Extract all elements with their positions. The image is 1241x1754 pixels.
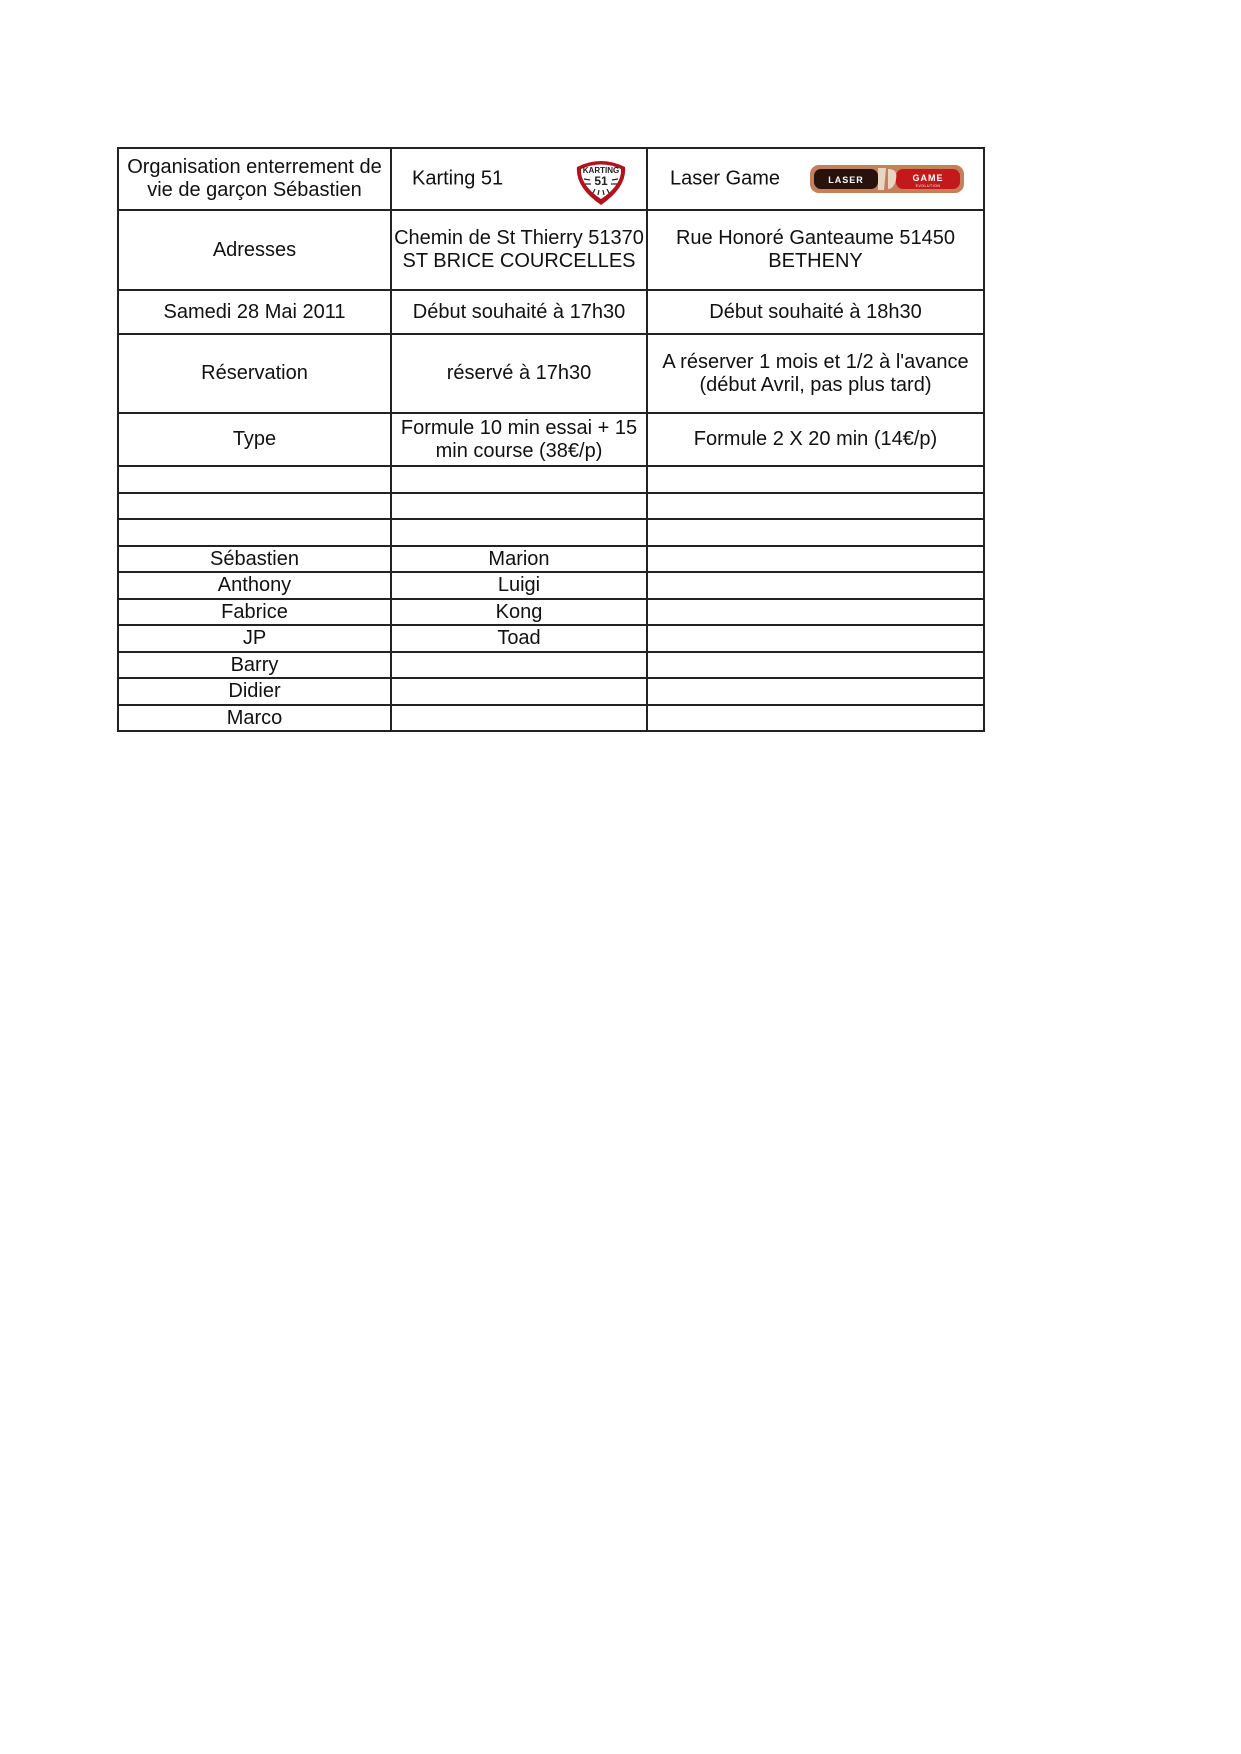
participant-extra [647,599,984,626]
participant-extra [647,546,984,573]
empty-row [118,466,984,493]
table-row-reservation [118,334,984,413]
participant-name: Sébastien [118,546,391,573]
participant-row [118,599,984,626]
participant-extra [647,705,984,732]
participant-name: Barry [118,652,391,679]
row-label: Adresses [118,210,391,290]
laser-game-label: Laser Game [670,167,781,190]
laser-game-header-cell [647,148,984,210]
row-label: Type [118,413,391,466]
svg-text:KARTING: KARTING [582,166,620,175]
karting-51-logo-icon [573,157,629,207]
empty-cell [391,466,647,493]
planning-table [117,147,985,732]
laser-game-start-time: Début souhaité à 18h30 [647,290,984,334]
participant-row [118,678,984,705]
laser-game-formula: Formule 2 X 20 min (14€/p) [647,413,984,466]
participant-row [118,652,984,679]
table-row-date [118,290,984,334]
karting-formula: Formule 10 min essai + 15 min course (38€/p) [391,413,647,466]
empty-row [118,519,984,546]
participant-extra [647,625,984,652]
empty-cell [647,493,984,520]
participant-extra [647,652,984,679]
participant-extra [647,678,984,705]
empty-row [118,493,984,520]
row-label: Réservation [118,334,391,413]
svg-text:EVOLUTION: EVOLUTION [915,184,941,188]
laser-game-reservation: A réserver 1 mois et 1/2 à l'avance (début Avril, pas plus tard) [647,334,984,413]
karting-reservation: réservé à 17h30 [391,334,647,413]
karting-label: Karting 51 [412,167,504,190]
laser-game-evolution-logo-icon [808,161,966,197]
participant-row [118,625,984,652]
empty-cell [647,519,984,546]
karting-start-time: Début souhaité à 17h30 [391,290,647,334]
event-title: Organisation enterrement de vie de garçon Sébastien [127,156,382,201]
participant-name: Didier [118,678,391,705]
table-row-addresses [118,210,984,290]
participant-name: JP [118,625,391,652]
karting-address: Chemin de St Thierry 51370 ST BRICE COURCELLES [391,210,647,290]
empty-cell [391,493,647,520]
participant-nickname: Marion [391,546,647,573]
participant-extra [647,572,984,599]
participant-name: Fabrice [118,599,391,626]
empty-cell [118,466,391,493]
header-row [118,148,984,210]
svg-text:51: 51 [594,174,608,188]
svg-text:LASER: LASER [828,175,864,185]
participant-row [118,572,984,599]
karting-header-cell [391,148,647,210]
empty-cell [118,519,391,546]
participant-row [118,705,984,732]
participant-nickname: Toad [391,625,647,652]
svg-text:GAME: GAME [912,173,944,183]
row-label: Samedi 28 Mai 2011 [118,290,391,334]
participant-name: Marco [118,705,391,732]
participant-nickname: Kong [391,599,647,626]
table-row-type [118,413,984,466]
participant-nickname [391,678,647,705]
empty-cell [647,466,984,493]
laser-game-address: Rue Honoré Ganteaume 51450 BETHENY [647,210,984,290]
event-title-cell [118,148,391,210]
empty-cell [118,493,391,520]
participant-nickname [391,705,647,732]
participant-name: Anthony [118,572,391,599]
empty-cell [391,519,647,546]
participant-nickname [391,652,647,679]
participant-nickname: Luigi [391,572,647,599]
participant-row [118,546,984,573]
